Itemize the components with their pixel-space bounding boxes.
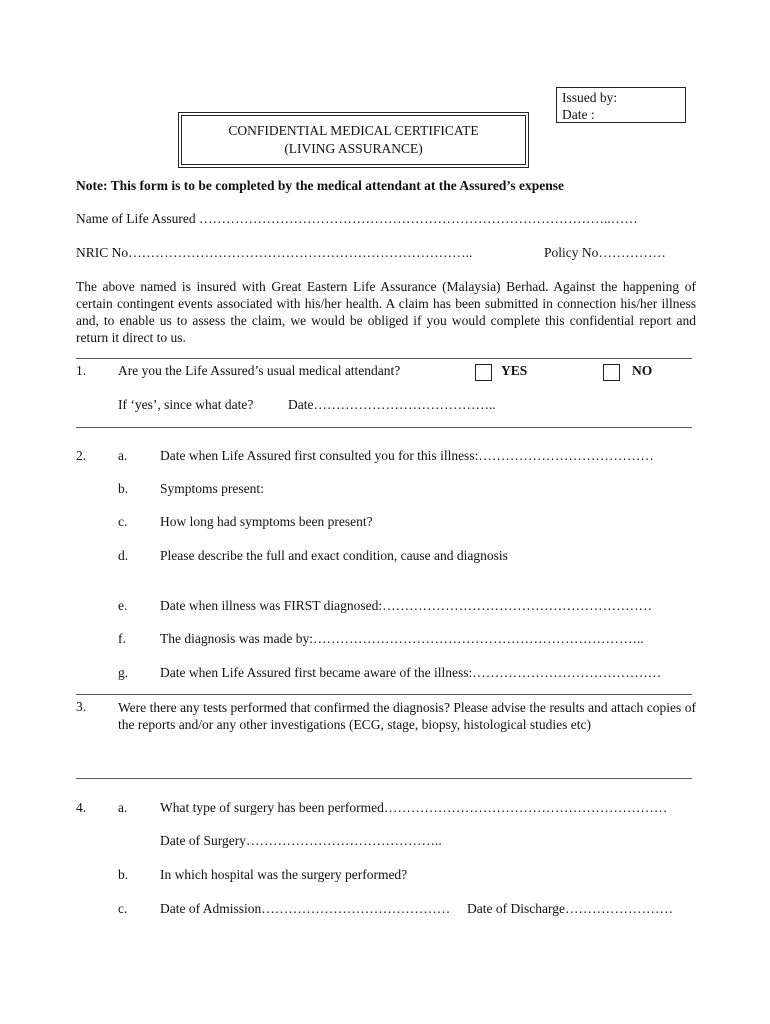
issue-date-label: Date : xyxy=(562,107,595,122)
q2-item-letter: c. xyxy=(118,514,128,529)
q4-c-discharge-date-field[interactable]: Date of Discharge…………………… xyxy=(467,901,673,916)
issued-by-box xyxy=(556,87,686,123)
q1-followup: If ‘yes’, since what date? xyxy=(118,397,254,412)
q4-c-admission-date-field[interactable]: Date of Admission…………………………………… xyxy=(160,901,451,916)
title-line-2: (LIVING ASSURANCE) xyxy=(284,141,423,156)
q4-a-surgery-date-field[interactable]: Date of Surgery…………………………………….. xyxy=(160,833,442,848)
issued-by-label: Issued by: xyxy=(562,90,618,105)
q1-date-field[interactable]: Date………………………………….. xyxy=(288,397,496,412)
q3-question: Were there any tests performed that confirmed the diagnosis? Please advise the results and attach copies of the reports and/or any other investigations (ECG, stage, biopsy, histological studies etc) xyxy=(118,700,696,732)
q1-number: 1. xyxy=(76,363,87,378)
q2-item-text[interactable]: Date when Life Assured first consulted you for this illness:………………………………… xyxy=(160,448,654,463)
q2-item-text[interactable]: Symptoms present: xyxy=(160,481,264,496)
q2-item-letter: f. xyxy=(118,631,126,646)
divider xyxy=(76,778,692,779)
divider xyxy=(76,427,692,428)
divider xyxy=(76,358,692,359)
nric-field[interactable]: NRIC No………………………………………………………………….. xyxy=(76,245,473,260)
q2-item-text[interactable]: How long had symptoms been present? xyxy=(160,514,373,529)
intro-paragraph: The above named is insured with Great Eastern Life Assurance (Malaysia) Berhad. Against the happening of certain contingent events associated with his/her health. A claim has been submitted in connection his/her illness and, to enable us to assess the claim, we would be obliged if you would complete this confidential report and return it direct to us. xyxy=(76,279,696,345)
divider xyxy=(76,694,692,695)
q2-item-text[interactable]: Date when Life Assured first became aware of the illness:…………………………………… xyxy=(160,665,662,680)
q2-item-text[interactable]: The diagnosis was made by:……………………………………………………………….. xyxy=(160,631,644,646)
q2-number: 2. xyxy=(76,448,87,463)
q4-number: 4. xyxy=(76,800,87,815)
q2-item-letter: d. xyxy=(118,548,129,563)
title-box xyxy=(178,112,529,168)
q2-item-text[interactable]: Date when illness was FIRST diagnosed:…………………………………………………… xyxy=(160,598,653,613)
policy-number-field[interactable]: Policy No…………… xyxy=(544,245,666,260)
q2-item-letter: b. xyxy=(118,481,129,496)
q4-a-surgery-type-field[interactable]: What type of surgery has been performed……………………………………………………… xyxy=(160,800,668,815)
title-line-1: CONFIDENTIAL MEDICAL CERTIFICATE xyxy=(228,123,479,138)
q2-item-text[interactable]: Please describe the full and exact condition, cause and diagnosis xyxy=(160,548,508,563)
q3-number: 3. xyxy=(76,699,87,714)
q1-question: Are you the Life Assured’s usual medical attendant? xyxy=(118,363,401,378)
q4-a-letter: a. xyxy=(118,800,128,815)
form-note: Note: This form is to be completed by the medical attendant at the Assured’s expense xyxy=(76,178,564,193)
q2-item-letter: g. xyxy=(118,665,129,680)
q2-item-letter: e. xyxy=(118,598,128,613)
name-of-life-assured-field[interactable]: Name of Life Assured ………………………………………………………………………………..…… xyxy=(76,211,638,226)
q4-b-hospital-field[interactable]: In which hospital was the surgery performed? xyxy=(160,867,408,882)
q2-item-letter: a. xyxy=(118,448,128,463)
yes-label: YES xyxy=(501,363,528,378)
no-label: NO xyxy=(632,363,653,378)
yes-checkbox[interactable] xyxy=(475,364,492,381)
q4-b-letter: b. xyxy=(118,867,129,882)
title-inner-frame xyxy=(181,115,526,165)
no-checkbox[interactable] xyxy=(603,364,620,381)
q4-c-letter: c. xyxy=(118,901,128,916)
